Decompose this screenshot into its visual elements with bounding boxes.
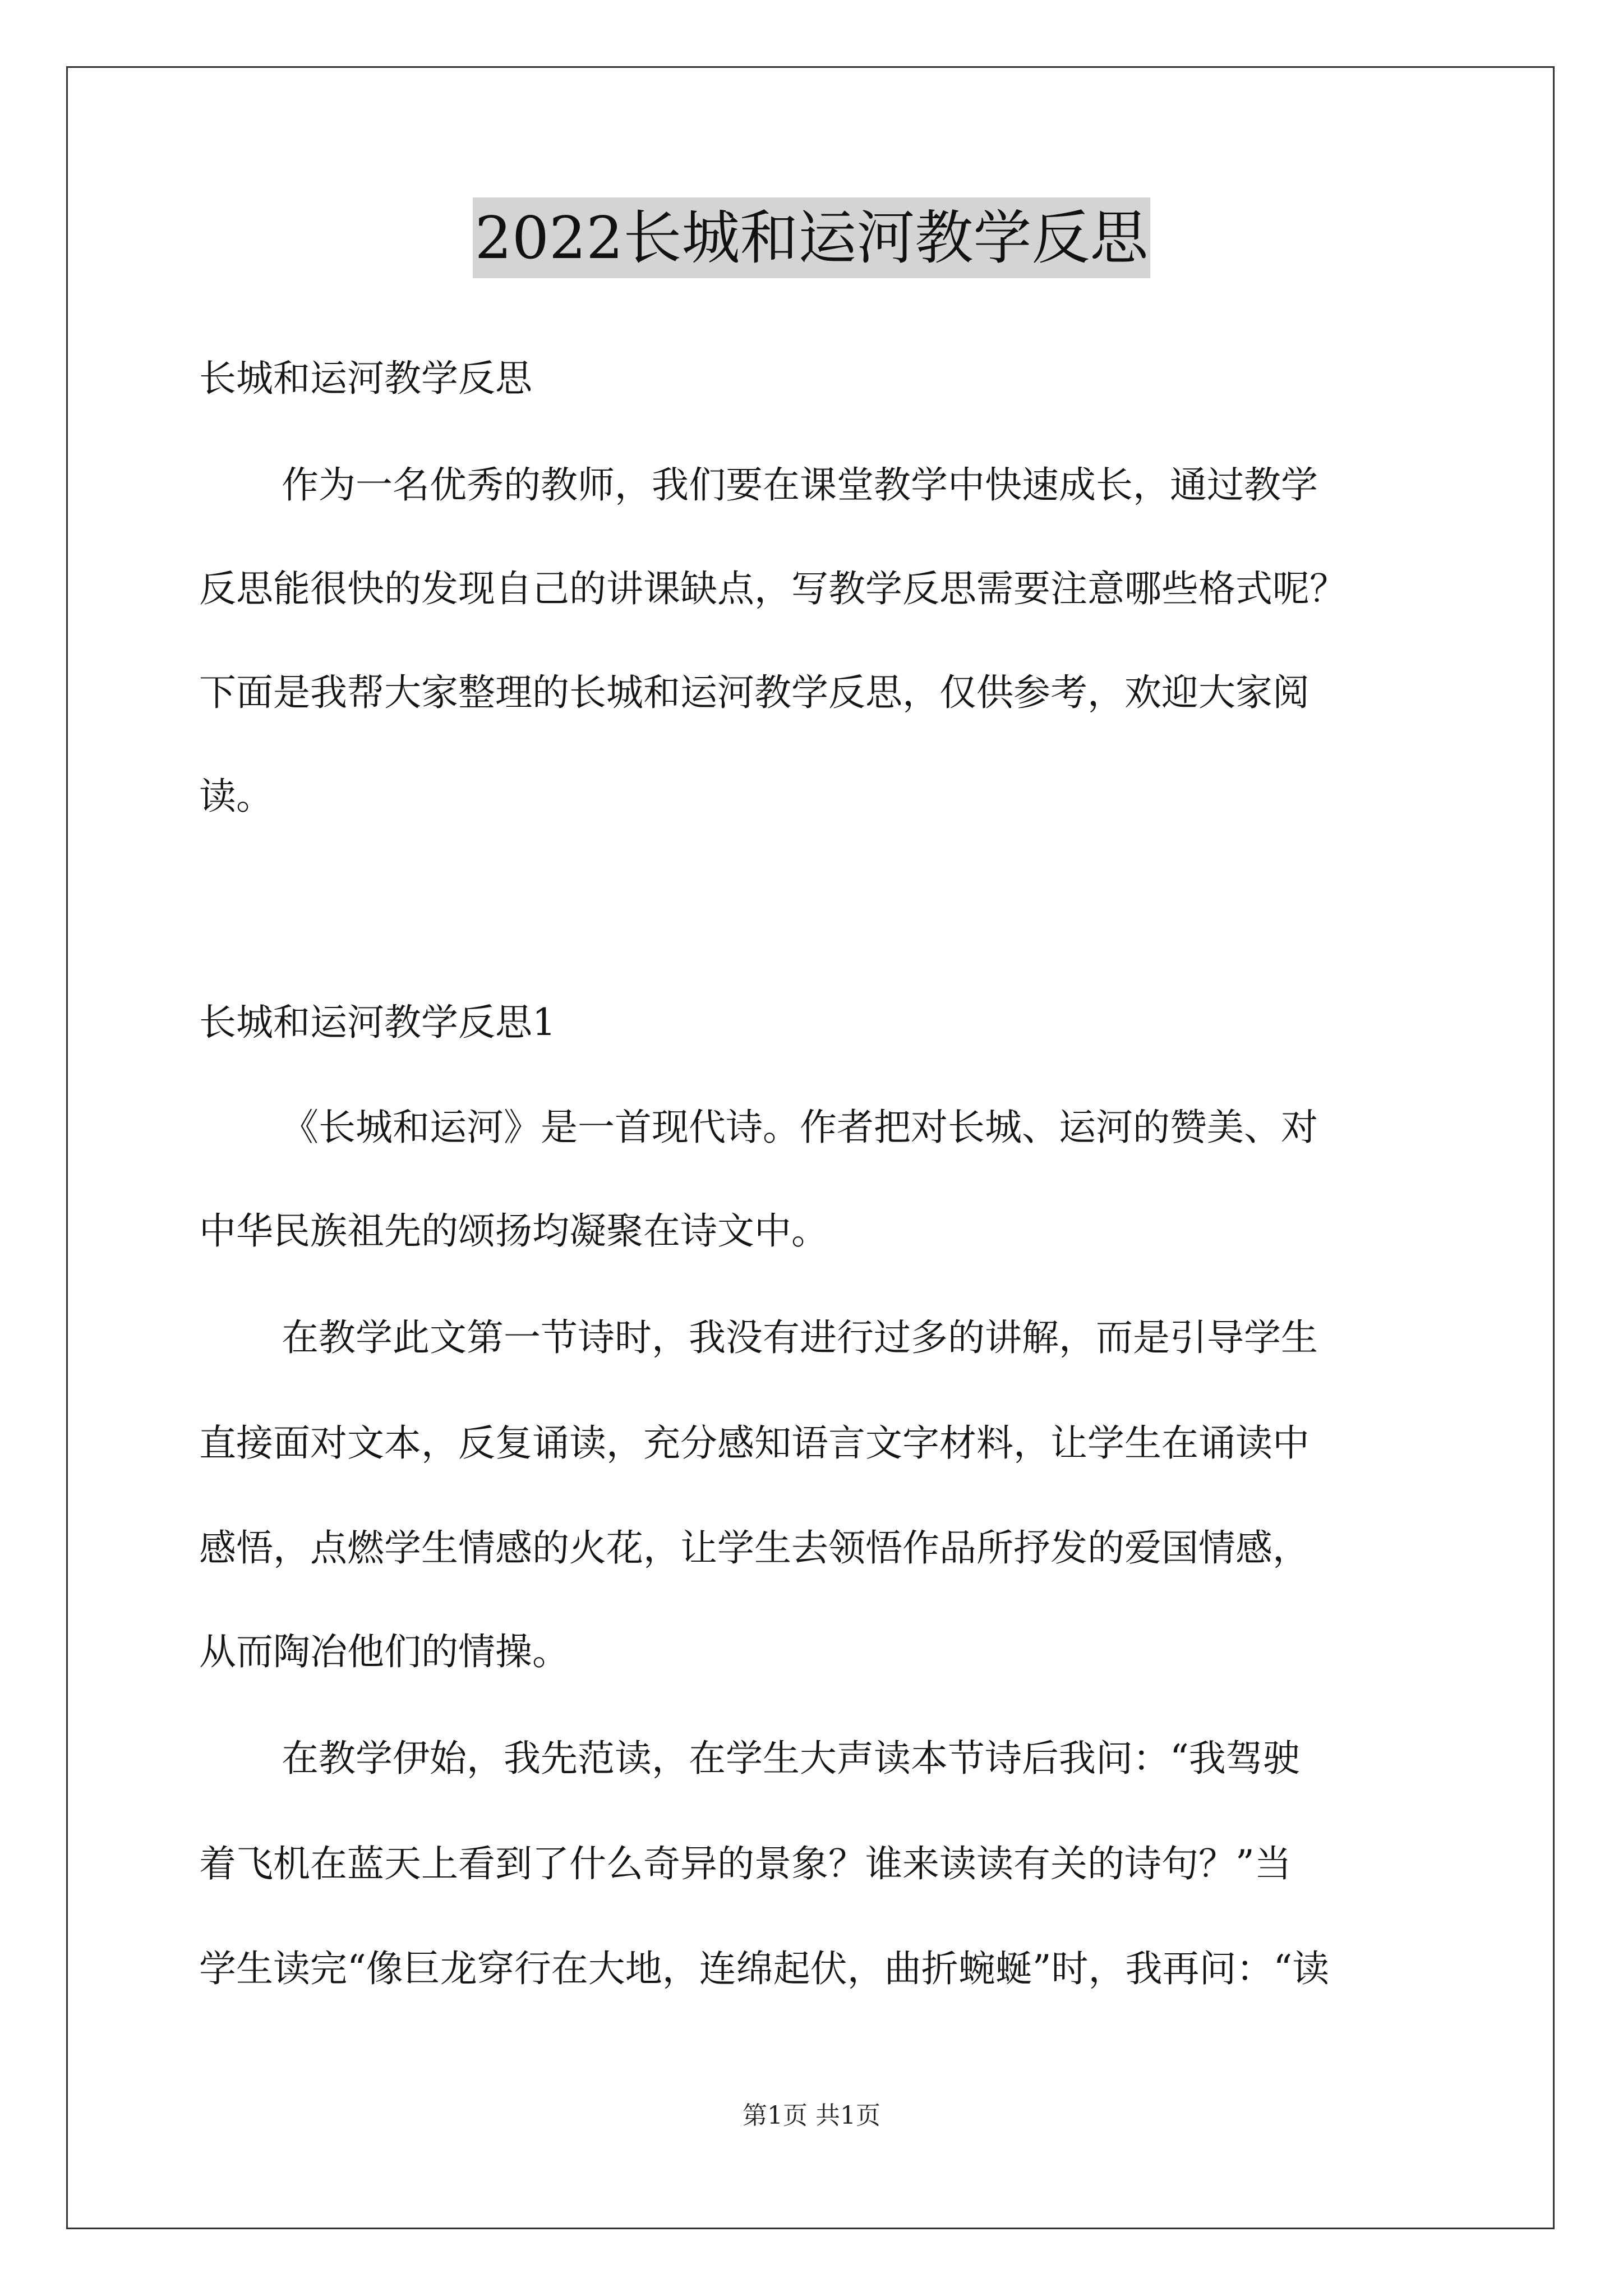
paragraph-line: 在教学此文第一节诗时，我没有进行过多的讲解，而是引导学生 (282, 1316, 1318, 1359)
paragraph-line: 感悟，点燃学生情感的火花，让学生去领悟作品所抒发的爱国情感， (199, 1526, 1310, 1570)
paragraph-line: 着飞机在蓝天上看到了什么奇异的景象？谁来读读有关的诗句？”当 (199, 1842, 1292, 1885)
paragraph-line: 作为一名优秀的教师，我们要在课堂教学中快速成长，通过教学 (282, 463, 1318, 507)
paragraph-line: 在教学伊始，我先范读，在学生大声读本节诗后我问：“我驾驶 (282, 1737, 1300, 1780)
page-footer: 第1页 共1页 (743, 2101, 880, 2130)
title-container (0, 197, 1623, 278)
section-heading-intro: 长城和运河教学反思 (199, 357, 532, 400)
paragraph-line: 直接面对文本，反复诵读，充分感知语言文字材料，让学生在诵读中 (199, 1421, 1310, 1465)
paragraph-line: 读。 (199, 775, 273, 818)
document-title: 2022长城和运河教学反思 (473, 197, 1151, 278)
paragraph-line: 从而陶冶他们的情操。 (199, 1630, 569, 1673)
paragraph-line: 《长城和运河》是一首现代诗。作者把对长城、运河的赞美、对 (282, 1106, 1318, 1149)
paragraph-line: 中华民族祖先的颂扬均凝聚在诗文中。 (199, 1209, 828, 1253)
paragraph-line: 下面是我帮大家整理的长城和运河教学反思，仅供参考，欢迎大家阅 (199, 671, 1310, 714)
paragraph-line: 反思能很快的发现自己的讲课缺点，写教学反思需要注意哪些格式呢？ (199, 567, 1347, 610)
section-heading-1: 长城和运河教学反思1 (199, 1001, 556, 1044)
paragraph-line: 学生读完“像巨龙穿行在大地，连绵起伏，曲折蜿蜒”时，我再问：“读 (199, 1947, 1330, 1990)
